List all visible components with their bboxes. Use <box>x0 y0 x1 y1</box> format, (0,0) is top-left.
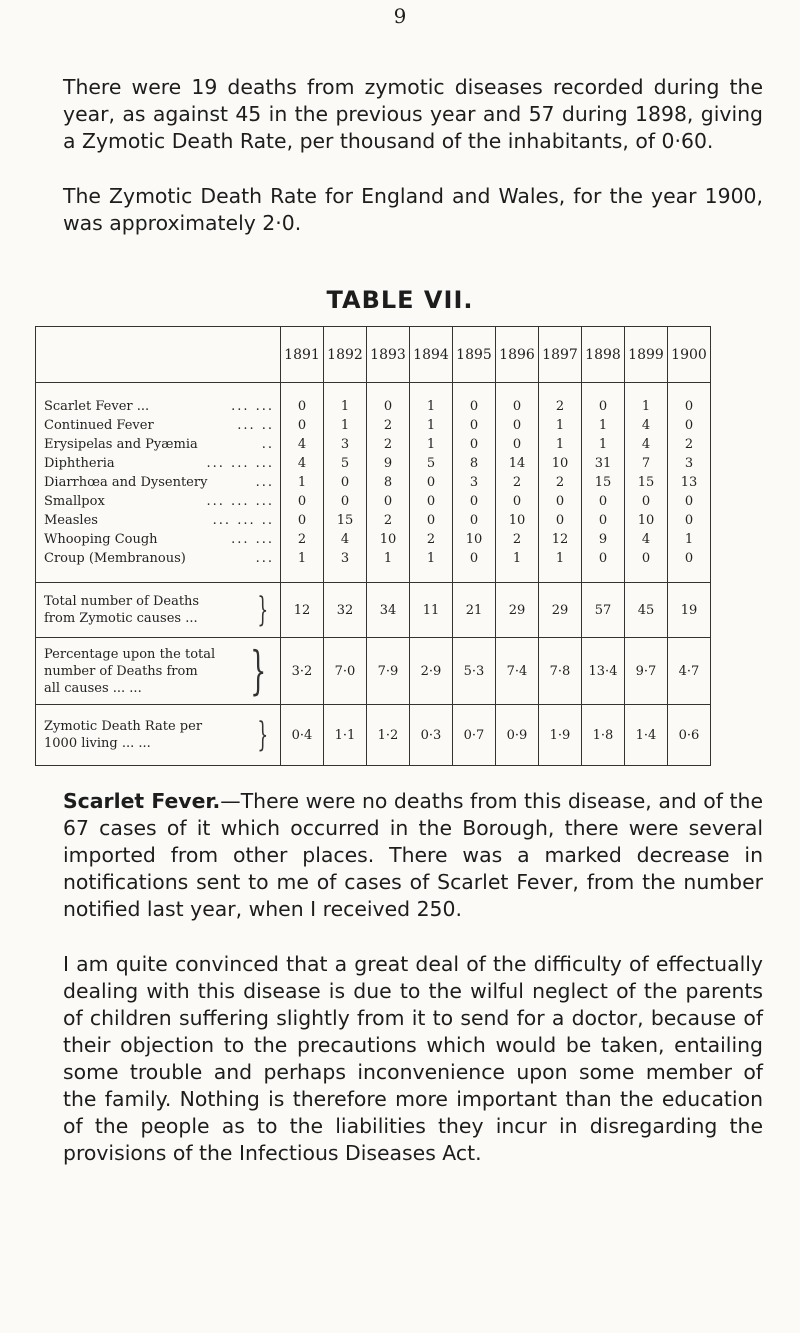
cell-value: 0 <box>582 511 625 530</box>
cell-value: 0 <box>281 492 324 511</box>
year-header: 1891 <box>281 327 324 383</box>
row-label <box>36 492 281 511</box>
table-row <box>36 511 711 530</box>
row-label <box>36 416 281 435</box>
cell-value: 15 <box>324 511 367 530</box>
year-header: 1892 <box>324 327 367 383</box>
disease-name: Croup (Membranous) <box>44 551 186 566</box>
cell-value: 10 <box>453 530 496 549</box>
cell-value: 1 <box>668 530 711 549</box>
row-label <box>36 473 281 492</box>
section-heading: Scarlet Fever. <box>63 789 221 813</box>
paragraph-england-wales-rate: The Zymotic Death Rate for England and Wales, for the year 1900, was approximately 2·0. <box>63 184 763 235</box>
row-label <box>36 549 281 568</box>
cell-value: 1 <box>324 397 367 416</box>
cell-value: 13 <box>668 473 711 492</box>
cell-value: 14 <box>496 454 539 473</box>
cell-value: 57 <box>582 583 625 638</box>
cell-value: 2·9 <box>410 638 453 705</box>
row-label <box>36 397 281 416</box>
cell-value: 1·2 <box>367 705 410 766</box>
cell-value: 1 <box>539 549 582 568</box>
cell-value: 0 <box>668 416 711 435</box>
cell-value: 0·3 <box>410 705 453 766</box>
cell-value: 4 <box>625 416 668 435</box>
label-line: all causes ... ... <box>44 680 142 696</box>
cell-value: 10 <box>625 511 668 530</box>
table-row <box>36 416 711 435</box>
cell-value: 31 <box>582 454 625 473</box>
cell-value: 0 <box>453 549 496 568</box>
disease-name: Diarrhœa and Dysentery <box>44 475 208 490</box>
header-blank <box>36 327 281 383</box>
leader-dots: ... .. <box>237 418 274 433</box>
cell-value: 10 <box>539 454 582 473</box>
brace-icon: } <box>257 590 269 630</box>
brace-icon: } <box>249 641 266 701</box>
disease-name: Measles <box>44 513 98 528</box>
cell-value: 9 <box>367 454 410 473</box>
cell-value: 0 <box>453 397 496 416</box>
cell-value: 2 <box>367 511 410 530</box>
cell-value: 1 <box>281 473 324 492</box>
leader-dots: ... ... <box>231 399 274 414</box>
cell-value: 0 <box>668 549 711 568</box>
death-rate-row <box>36 705 711 766</box>
cell-value: 0 <box>324 492 367 511</box>
cell-value: 0 <box>453 416 496 435</box>
cell-value: 8 <box>367 473 410 492</box>
cell-value: 7·9 <box>367 638 410 705</box>
cell-value: 4·7 <box>668 638 711 705</box>
cell-value: 0 <box>410 511 453 530</box>
cell-value: 15 <box>625 473 668 492</box>
cell-value: 0·9 <box>496 705 539 766</box>
cell-value: 7·8 <box>539 638 582 705</box>
cell-value: 9 <box>582 530 625 549</box>
label-line: from Zymotic causes ... <box>44 611 198 626</box>
cell-value: 0 <box>410 492 453 511</box>
page-number: 9 <box>393 4 407 28</box>
cell-value: 0 <box>625 549 668 568</box>
cell-value: 4 <box>625 435 668 454</box>
table-row <box>36 473 711 492</box>
cell-value: 1 <box>410 435 453 454</box>
cell-value: 1·4 <box>625 705 668 766</box>
disease-name: Scarlet Fever ... <box>44 399 150 414</box>
cell-value: 21 <box>453 583 496 638</box>
cell-value: 7·4 <box>496 638 539 705</box>
cell-value: 3·2 <box>281 638 324 705</box>
cell-value: 5 <box>324 454 367 473</box>
cell-value: 1·8 <box>582 705 625 766</box>
table-title: TABLE VII. <box>326 286 474 314</box>
cell-value: 0 <box>625 492 668 511</box>
leader-dots: ... ... <box>231 532 274 547</box>
label-line: number of Deaths from <box>44 663 198 679</box>
cell-value: 3 <box>324 549 367 568</box>
row-label <box>36 435 281 454</box>
cell-value: 1 <box>539 416 582 435</box>
cell-value: 2 <box>410 530 453 549</box>
cell-value: 0 <box>582 397 625 416</box>
cell-value: 0 <box>539 511 582 530</box>
cell-value: 0 <box>281 511 324 530</box>
cell-value: 0·7 <box>453 705 496 766</box>
table-row <box>36 549 711 568</box>
disease-name: Erysipelas and Pyæmia <box>44 437 198 452</box>
cell-value: 2 <box>281 530 324 549</box>
cell-value: 1 <box>367 549 410 568</box>
cell-value: 45 <box>625 583 668 638</box>
cell-value: 15 <box>582 473 625 492</box>
table-row <box>36 454 711 473</box>
cell-value: 1 <box>539 435 582 454</box>
cell-value: 10 <box>496 511 539 530</box>
cell-value: 2 <box>496 530 539 549</box>
label-line: 1000 living ... ... <box>44 736 151 751</box>
leader-dots: ... ... .. <box>212 513 274 528</box>
cell-value: 0 <box>582 492 625 511</box>
cell-value: 1 <box>582 416 625 435</box>
leader-dots: ... <box>255 551 274 566</box>
row-label <box>36 530 281 549</box>
cell-value: 0 <box>496 416 539 435</box>
cell-value: 1 <box>410 549 453 568</box>
cell-value: 2 <box>539 397 582 416</box>
year-header: 1896 <box>496 327 539 383</box>
cell-value: 0 <box>496 435 539 454</box>
cell-value: 0 <box>453 435 496 454</box>
cell-value: 0 <box>668 511 711 530</box>
cell-value: 0·6 <box>668 705 711 766</box>
label-line: Zymotic Death Rate per <box>44 719 203 734</box>
cell-value: 8 <box>453 454 496 473</box>
cell-value: 1 <box>582 435 625 454</box>
cell-value: 0 <box>582 549 625 568</box>
cell-value: 3 <box>453 473 496 492</box>
cell-value: 0 <box>668 397 711 416</box>
cell-value: 0 <box>453 492 496 511</box>
cell-value: 2 <box>496 473 539 492</box>
label-line: Total number of Deaths <box>44 594 200 609</box>
cell-value: 34 <box>367 583 410 638</box>
brace-icon: } <box>257 715 269 755</box>
cell-value: 4 <box>625 530 668 549</box>
cell-value: 32 <box>324 583 367 638</box>
disease-name: Diphtheria <box>44 456 115 471</box>
label-line: Percentage upon the total <box>44 646 216 662</box>
cell-value: 0 <box>410 473 453 492</box>
zymotic-deaths-table <box>35 326 711 766</box>
cell-value: 0 <box>496 492 539 511</box>
year-header: 1895 <box>453 327 496 383</box>
cell-value: 10 <box>367 530 410 549</box>
row-label <box>36 454 281 473</box>
cell-value: 1 <box>625 397 668 416</box>
year-header: 1898 <box>582 327 625 383</box>
row-label <box>36 511 281 530</box>
table-row <box>36 397 711 416</box>
cell-value: 2 <box>539 473 582 492</box>
paragraph-zymotic-deaths: There were 19 deaths from zymotic diseases recorded during the year, as against 45 in the previous year and 57 during 1898, giving a Zymotic Death Rate, per thousand of the inhabitants, of 0·60. <box>63 75 763 153</box>
cell-value: 4 <box>324 530 367 549</box>
cell-value: 4 <box>281 454 324 473</box>
cell-value: 4 <box>281 435 324 454</box>
percentage-row <box>36 638 711 705</box>
cell-value: 12 <box>281 583 324 638</box>
cell-value: 12 <box>539 530 582 549</box>
cell-value: 0 <box>539 492 582 511</box>
cell-value: 19 <box>668 583 711 638</box>
table-row <box>36 530 711 549</box>
table-row <box>36 435 711 454</box>
scarlet-fever-section <box>63 788 763 923</box>
cell-value: 0 <box>668 492 711 511</box>
cell-value: 1·9 <box>539 705 582 766</box>
leader-dots: .. <box>261 437 274 452</box>
row-label <box>36 705 281 766</box>
leader-dots: ... ... ... <box>206 494 274 509</box>
year-header: 1897 <box>539 327 582 383</box>
table-row <box>36 492 711 511</box>
cell-value: 9·7 <box>625 638 668 705</box>
cell-value: 3 <box>324 435 367 454</box>
cell-value: 29 <box>539 583 582 638</box>
cell-value: 13·4 <box>582 638 625 705</box>
cell-value: 0 <box>324 473 367 492</box>
cell-value: 29 <box>496 583 539 638</box>
row-label <box>36 583 281 638</box>
cell-value: 1 <box>496 549 539 568</box>
year-header: 1900 <box>668 327 711 383</box>
disease-name: Smallpox <box>44 494 105 509</box>
cell-value: 0 <box>453 511 496 530</box>
row-label <box>36 638 281 705</box>
cell-value: 11 <box>410 583 453 638</box>
cell-value: 2 <box>668 435 711 454</box>
cell-value: 7 <box>625 454 668 473</box>
cell-value: 0 <box>496 397 539 416</box>
table-header-row <box>36 327 711 383</box>
cell-value: 0 <box>281 397 324 416</box>
section-text: —There were no deaths from this disease, and of the 67 cases of it which occurred in the Borough, there were several imported from other places. There was a marked decrease in notifications sent to me of cases of Scarlet Fever, from the number notified last year, when I received 250. <box>63 789 763 921</box>
cell-value: 1 <box>324 416 367 435</box>
leader-dots: ... ... ... <box>206 456 274 471</box>
total-deaths-row <box>36 583 711 638</box>
cell-value: 5·3 <box>453 638 496 705</box>
disease-name: Whooping Cough <box>44 532 158 547</box>
cell-value: 2 <box>367 435 410 454</box>
year-header: 1893 <box>367 327 410 383</box>
cell-value: 1 <box>410 397 453 416</box>
cell-value: 1 <box>281 549 324 568</box>
leader-dots: ... <box>255 475 274 490</box>
cell-value: 5 <box>410 454 453 473</box>
disease-name: Continued Fever <box>44 418 154 433</box>
cell-value: 1 <box>410 416 453 435</box>
cell-value: 1·1 <box>324 705 367 766</box>
cell-value: 3 <box>668 454 711 473</box>
year-header: 1899 <box>625 327 668 383</box>
cell-value: 0 <box>281 416 324 435</box>
cell-value: 2 <box>367 416 410 435</box>
cell-value: 0·4 <box>281 705 324 766</box>
paragraph-neglect: I am quite convinced that a great deal of the difficulty of effectually dealing with this disease is due to the wilful neglect of the parents of children suffering slightly from it to send for a doctor, because of their objection to the precautions which would be taken, entailing some trouble and perhaps inconvenience upon some member of the family. Nothing is therefore more important than the education of the people as to the liabilities they incur in disregarding the provisions of the Infectious Diseases Act. <box>63 952 763 1165</box>
cell-value: 0 <box>367 397 410 416</box>
year-header: 1894 <box>410 327 453 383</box>
cell-value: 0 <box>367 492 410 511</box>
cell-value: 7·0 <box>324 638 367 705</box>
